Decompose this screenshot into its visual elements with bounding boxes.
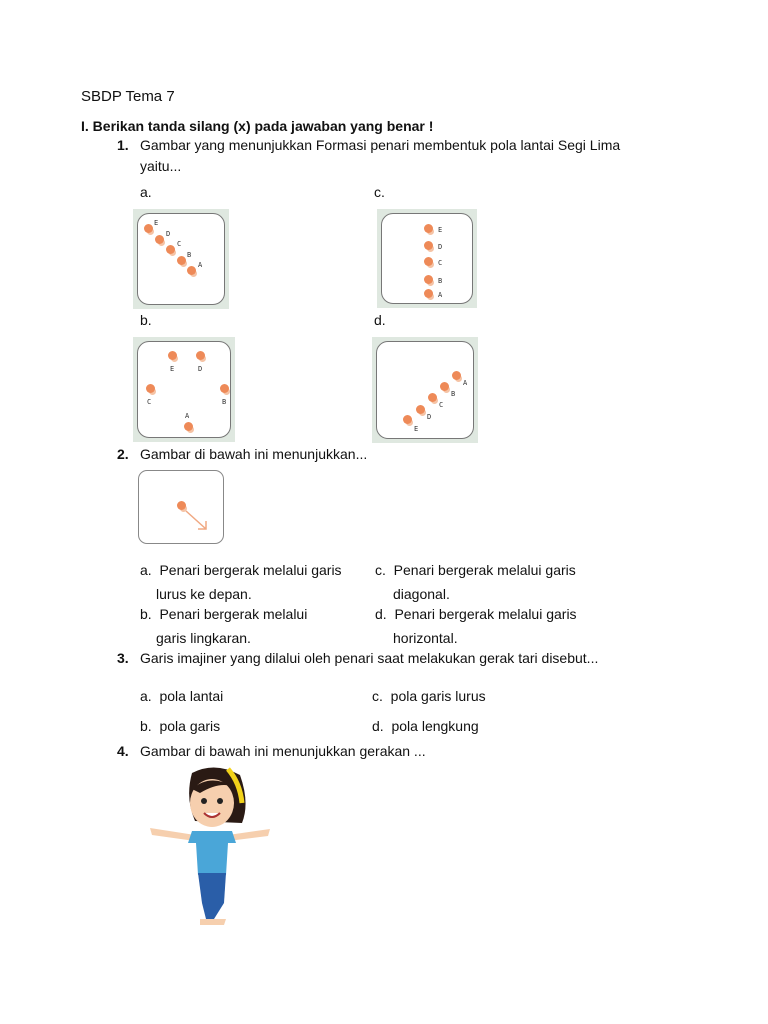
dancer-icon xyxy=(424,224,433,233)
dancer-label: A xyxy=(463,379,468,387)
q2-number: 2. xyxy=(117,446,129,462)
dancer-icon xyxy=(220,384,229,393)
dancer-icon xyxy=(440,382,449,391)
dancer-icon xyxy=(452,371,461,380)
dancer-icon xyxy=(187,266,196,275)
dancer-icon xyxy=(424,241,433,250)
dancer-label: D xyxy=(427,413,432,421)
dancer-icon xyxy=(166,245,175,254)
dancer-label: B xyxy=(451,390,456,398)
q1-text-cont: yaitu... xyxy=(140,158,182,174)
q1-text: Gambar yang menunjukkan Formasi penari membentuk pola lantai Segi Lima xyxy=(140,137,621,153)
dancer-label: B xyxy=(187,251,192,259)
dancer-label: E xyxy=(170,365,175,373)
q2-option-c[interactable]: c. Penari bergerak melalui garis xyxy=(375,562,576,578)
q3-option-b[interactable]: b. pola garis xyxy=(140,718,221,734)
dancer-icon xyxy=(403,415,412,424)
dancer-label: A xyxy=(185,412,190,420)
q2-text: Gambar di bawah ini menunjukkan... xyxy=(140,446,368,462)
q3-number: 3. xyxy=(117,650,129,666)
q2-option-a[interactable]: a. Penari bergerak melalui garis xyxy=(140,562,342,578)
q1-option-b[interactable]: b. xyxy=(140,312,152,328)
q1-option-a[interactable]: a. xyxy=(140,184,152,200)
dancer-icon xyxy=(184,422,193,431)
q2-option-c-cont: diagonal. xyxy=(393,586,450,602)
q3-text: Garis imajiner yang dilalui oleh penari saat melakukan gerak tari disebut... xyxy=(140,650,599,666)
dancer-label: A xyxy=(198,261,203,269)
dancer-label: C xyxy=(147,398,152,406)
dancer-icon xyxy=(424,289,433,298)
page-title: SBDP Tema 7 xyxy=(81,88,175,105)
q2-option-a-cont: lurus ke depan. xyxy=(156,586,252,602)
dancer-label: B xyxy=(438,277,443,285)
dancer-label: E xyxy=(438,226,443,234)
figure-c-vertical xyxy=(377,209,477,308)
dancer-label: C xyxy=(177,240,182,248)
dancer-icon xyxy=(144,224,153,233)
dancer-label: C xyxy=(439,401,444,409)
dancer-icon xyxy=(168,351,177,360)
dancer-label: E xyxy=(414,425,419,433)
dancer-label: B xyxy=(222,398,227,406)
q4-text: Gambar di bawah ini menunjukkan gerakan ... xyxy=(140,743,426,759)
q2-option-b[interactable]: b. Penari bergerak melalui xyxy=(140,606,308,622)
dancer-icon xyxy=(177,256,186,265)
dancer-label: D xyxy=(198,365,203,373)
figure-q2-diagonal-move xyxy=(138,470,224,544)
q2-option-b-cont: garis lingkaran. xyxy=(156,630,251,646)
q1-number: 1. xyxy=(117,137,129,153)
dancer-icon xyxy=(416,405,425,414)
dancer-icon xyxy=(155,235,164,244)
q3-option-a[interactable]: a. pola lantai xyxy=(140,688,224,704)
dancer-icon xyxy=(424,257,433,266)
q1-option-c[interactable]: c. xyxy=(374,184,385,200)
dancer-label: C xyxy=(438,259,443,267)
dancer-label: D xyxy=(438,243,443,251)
dancer-label: D xyxy=(166,230,171,238)
dancer-icon xyxy=(146,384,155,393)
dancer-icon xyxy=(424,275,433,284)
dancer-label: E xyxy=(154,219,159,227)
figure-a-diagonal xyxy=(133,209,229,309)
q3-option-c[interactable]: c. pola garis lurus xyxy=(372,688,486,704)
figure-b-pentagon xyxy=(133,337,235,442)
arrow-icon xyxy=(184,509,214,535)
girl-dancer-illustration xyxy=(140,763,280,933)
dancer-icon xyxy=(428,393,437,402)
q2-option-d-cont: horizontal. xyxy=(393,630,458,646)
dancer-label: A xyxy=(438,291,443,299)
section-title: I. Berikan tanda silang (x) pada jawaban yang benar ! xyxy=(81,118,434,134)
q1-option-d[interactable]: d. xyxy=(374,312,386,328)
dancer-icon xyxy=(196,351,205,360)
figure-d-diagonal xyxy=(372,337,478,443)
q2-option-d[interactable]: d. Penari bergerak melalui garis xyxy=(375,606,577,622)
q4-number: 4. xyxy=(117,743,129,759)
q3-option-d[interactable]: d. pola lengkung xyxy=(372,718,479,734)
